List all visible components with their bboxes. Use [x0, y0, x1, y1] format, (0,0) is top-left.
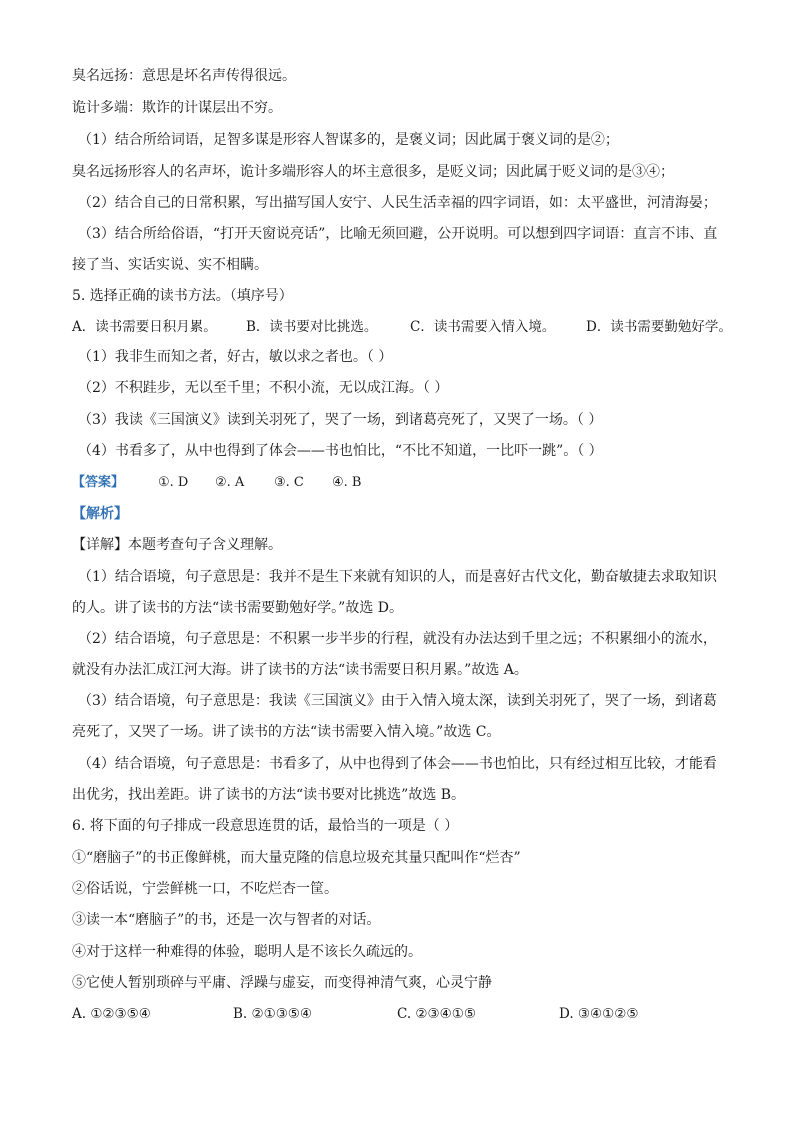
- q6-sentence: ⑤它使人暂别琐碎与平庸、浮躁与虚妄，而变得神清气爽，心灵宁静: [72, 975, 492, 991]
- q6-sentence: ④对于这样一种难得的体验，聪明人是不该长久疏远的。: [72, 944, 422, 960]
- explanation-line: 接了当、实话实说、实不相瞒。: [72, 257, 268, 273]
- answer-label: 【答案】: [72, 475, 125, 490]
- q6-sentence: ②俗话说，宁尝鲜桃一口，不吃烂杏一筐。: [72, 881, 338, 897]
- q6-option-a: A. ①②③⑤④: [72, 1006, 151, 1022]
- answer-item: ④. B: [332, 475, 362, 490]
- q5-explanation-line: （2）结合语境，句子意思是：不积累一步半步的行程，就没有办法达到千里之远；不积累细小的流水，: [78, 631, 717, 647]
- q5-explanation-line: （1）结合语境，句子意思是：我并不是生下来就有知识的人，而是喜好古代文化，勤奋敏捷去求取知识: [78, 569, 717, 585]
- q6-sentence: ③读一本“磨脑子”的书，还是一次与智者的对话。: [72, 912, 381, 928]
- q6-option-b: B. ②①③⑤④: [233, 1006, 313, 1022]
- q6-option-d: D. ③④①②⑤: [559, 1006, 639, 1022]
- q5-item: （2）不积跬步，无以至千里；不积小流，无以成江海。（ ）: [78, 380, 449, 396]
- q5-option-d: D．读书需要勤勉好学。: [586, 319, 732, 335]
- detail-line: 【详解】本题考查句子含义理解。: [72, 537, 282, 553]
- q5-explanation-line: （4）结合语境，句子意思是：书看多了，从中也得到了体会——书也怕比，只有经过相互比较，才能看: [78, 756, 717, 772]
- analysis-label: 【解析】: [72, 506, 128, 522]
- q5-option-a: A．读书需要日积月累。: [72, 319, 217, 335]
- question-6-stem: 6. 将下面的句子排成一段意思连贯的话，最恰当的一项是（ ）: [72, 818, 459, 834]
- explanation-line: （2）结合自己的日常积累，写出描写国人安宁、人民生活幸福的四字词语，如：太平盛世，河清海晏；: [78, 195, 717, 211]
- explanation-line: （3）结合所给俗语，“打开天窗说亮话”，比喻无须回避，公开说明。可以想到四字词语：直言不讳、直: [78, 226, 718, 242]
- answer-item: ③. C: [274, 475, 304, 490]
- question-5-stem: 5. 选择正确的读书方法。（填序号）: [72, 288, 293, 304]
- q5-explanation-line: （3）结合语境，句子意思是：我读《三国演义》由于入情入境太深，读到关羽死了，哭了一场，到诸葛: [78, 693, 717, 709]
- explanation-line: （1）结合所给词语，足智多谋是形容人智谋多的，是褒义词；因此属于褒义词的是②；: [78, 132, 619, 148]
- q5-option-c: C．读书需要入情入境。: [410, 319, 556, 335]
- q6-sentence: ①“磨脑子”的书正像鲜桃，而大量克隆的信息垃圾充其量只配叫作“烂杏”: [72, 850, 521, 866]
- q5-explanation-line: 亮死了，又哭了一场。讲了读书的方法“读书需要入情入境。”故选 C。: [72, 724, 501, 740]
- answer-item: ①. D: [158, 475, 189, 490]
- q5-explanation-line: 出优劣，找出差距。讲了读书的方法“读书要对比挑选”故选 B。: [72, 787, 466, 803]
- q5-item: （4）书看多了，从中也得到了体会——书也怕比，“不比不知道，一比吓一跳”。（ ）: [78, 443, 603, 459]
- q5-item: （1）我非生而知之者，好古，敏以求之者也。（ ）: [78, 349, 393, 365]
- definition-line: 诡计多端：欺诈的计谋层出不穷。: [72, 100, 282, 116]
- q5-explanation-line: 就没有办法汇成江河大海。讲了读书的方法“读书需要日积月累。”故选 A。: [72, 662, 528, 678]
- q5-explanation-line: 的人。讲了读书的方法“读书需要勤勉好学。”故选 D。: [72, 600, 403, 616]
- q5-item: （3）我读《三国演义》读到关羽死了，哭了一场，到诸葛亮死了，又哭了一场。（ ）: [78, 412, 603, 428]
- answer-item: ②. A: [215, 475, 245, 490]
- explanation-line: 臭名远扬形容人的名声坏，诡计多端形容人的坏主意很多，是贬义词；因此属于贬义词的是③④；: [72, 164, 674, 180]
- q6-option-c: C. ②③④①⑤: [397, 1006, 476, 1022]
- definition-line: 臭名远扬：意思是坏名声传得很远。: [72, 68, 296, 84]
- q5-option-b: B．读书要对比挑选。: [246, 319, 378, 335]
